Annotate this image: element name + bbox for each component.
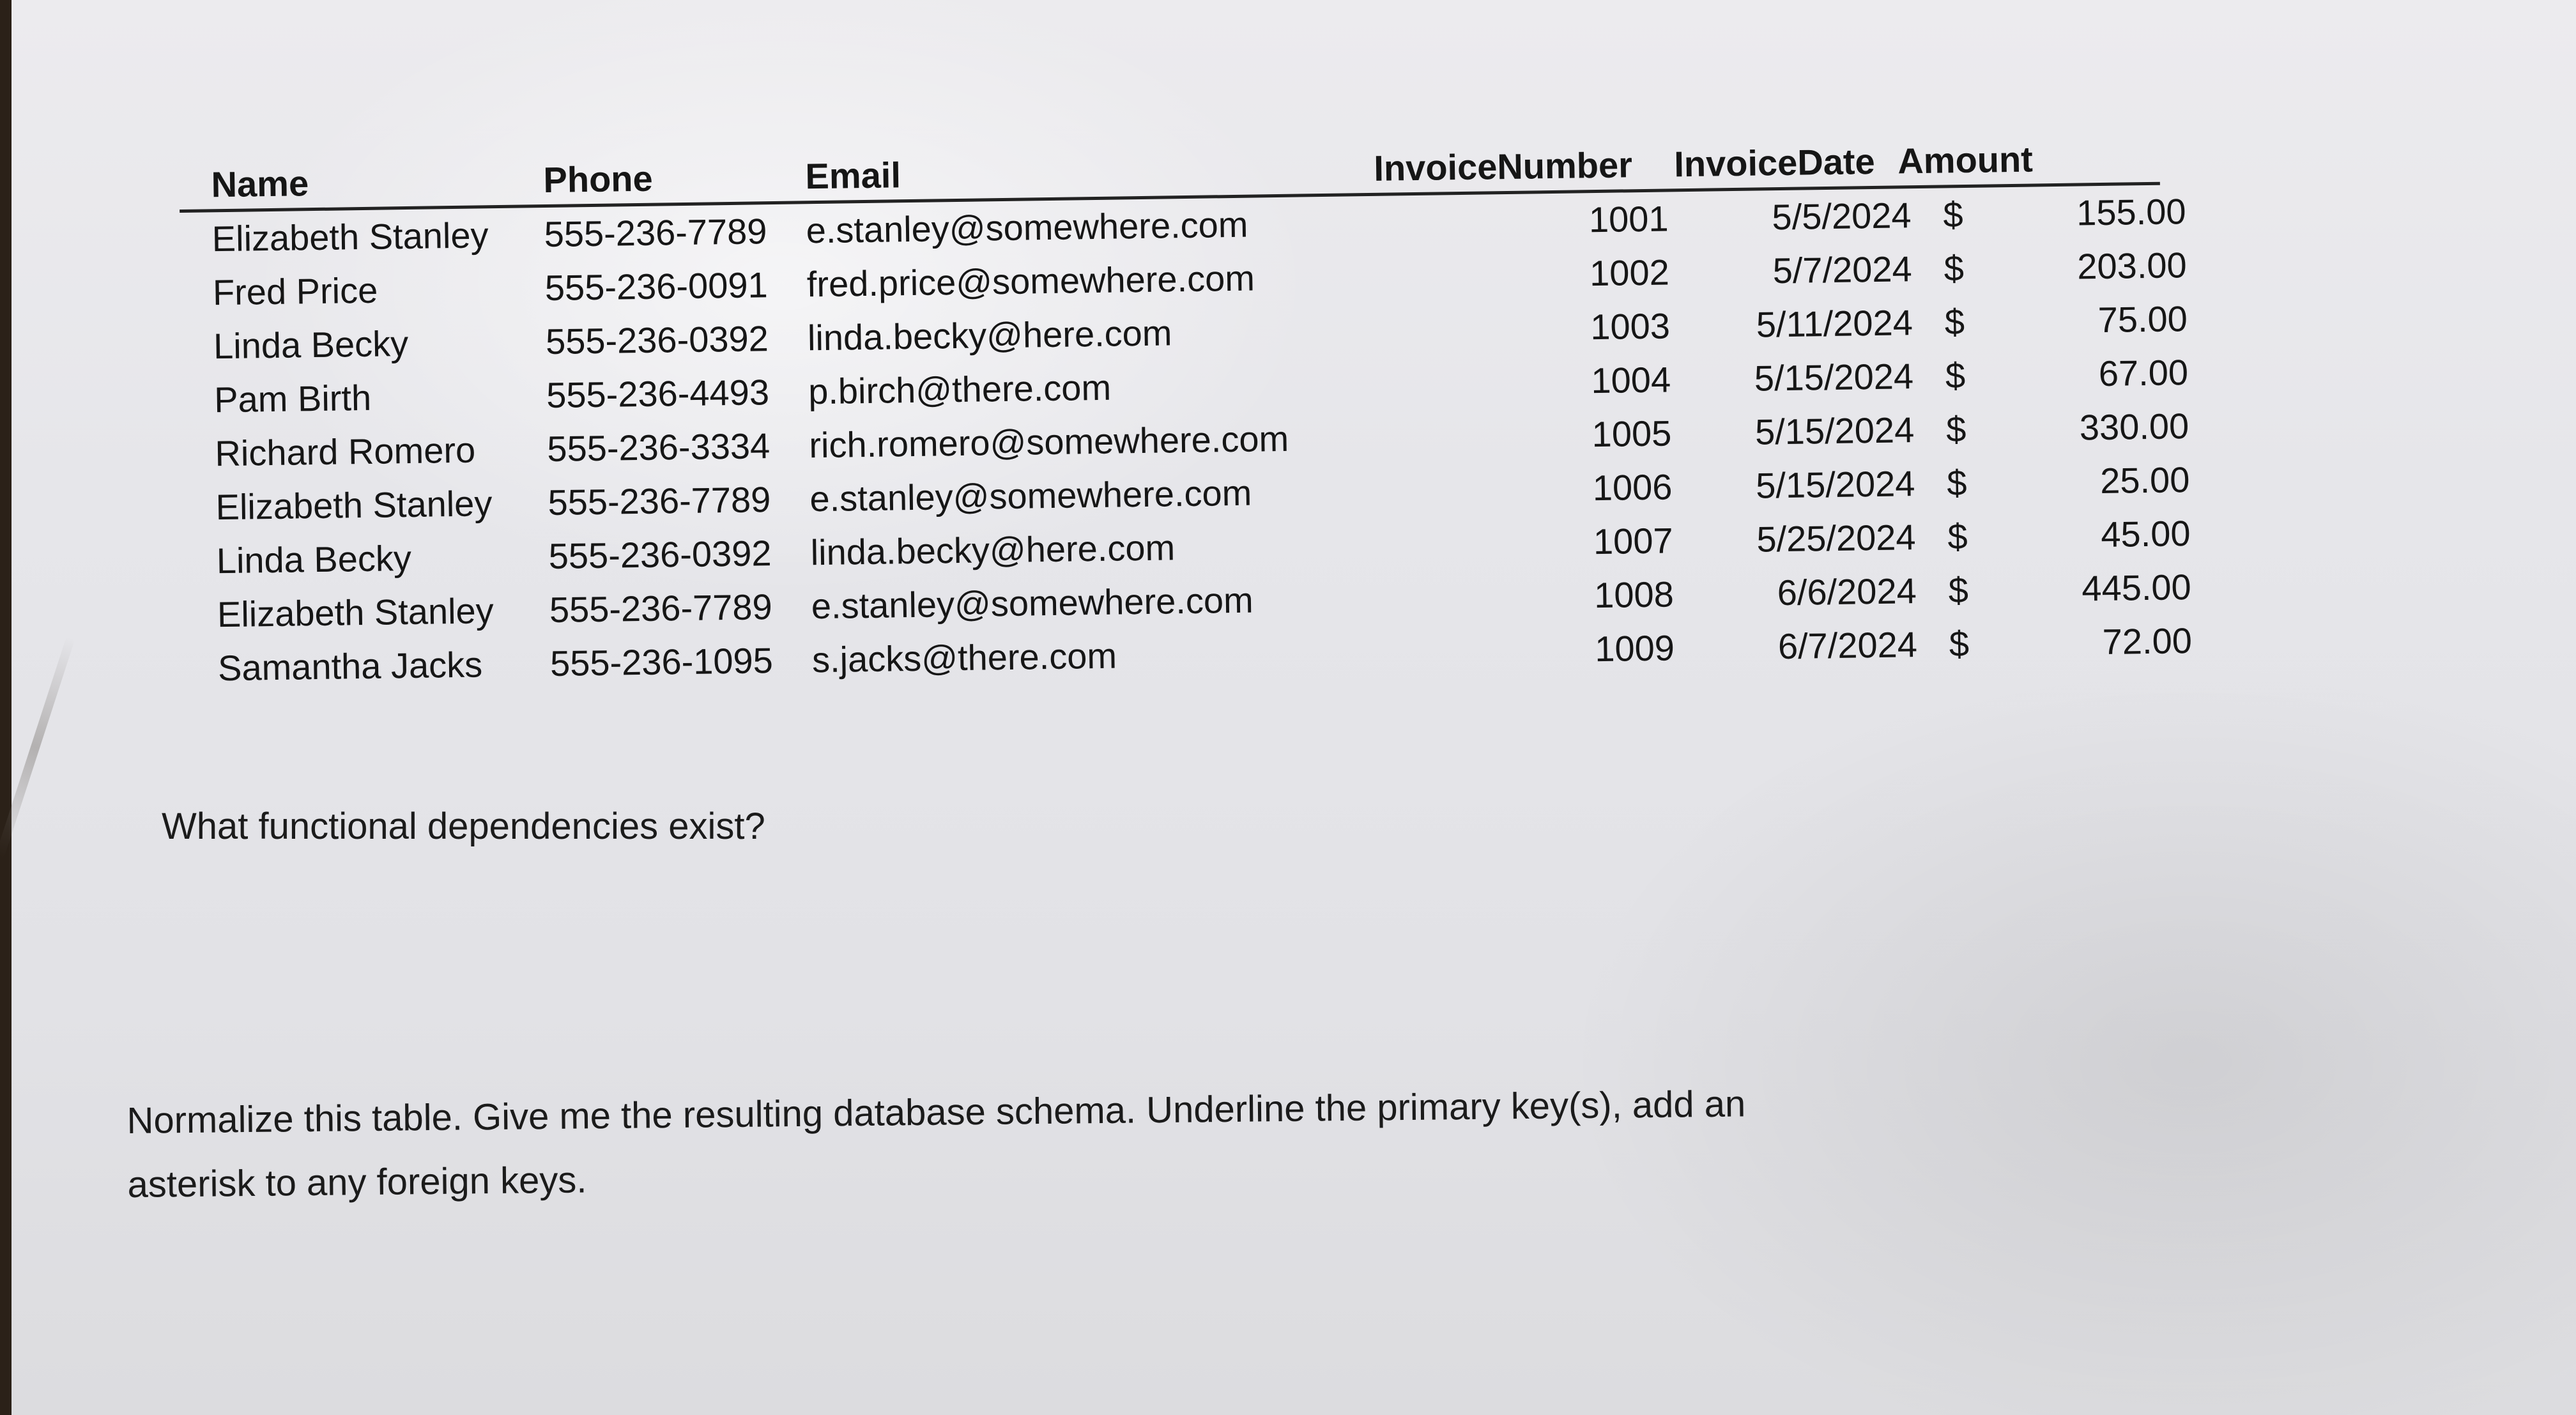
cell-name: Samantha Jacks	[217, 644, 483, 689]
cell-amount: 330.00	[2079, 406, 2189, 448]
cell-invoice-date: 5/15/2024	[1754, 409, 1915, 452]
cell-invoice-number: 1004	[1591, 359, 1671, 401]
cell-email: s.jacks@there.com	[811, 635, 1117, 680]
cell-phone: 555-236-4493	[546, 372, 770, 416]
cell-invoice-number: 1006	[1592, 466, 1673, 509]
header-email: Email	[805, 155, 901, 197]
cell-email: p.birch@there.com	[808, 367, 1112, 412]
cell-amount: 203.00	[2076, 245, 2188, 287]
cell-email: fred.price@somewhere.com	[806, 257, 1255, 305]
cell-email: linda.becky@here.com	[810, 527, 1176, 573]
cell-name: Elizabeth Stanley	[217, 590, 494, 635]
cell-email: e.stanley@somewhere.com	[806, 204, 1248, 251]
cell-amount: 72.00	[2102, 620, 2193, 662]
pencil-smudge	[0, 637, 75, 859]
cell-phone: 555-236-0392	[548, 533, 772, 576]
cell-currency: $	[1946, 462, 1967, 503]
cell-email: rich.romero@somewhere.com	[808, 418, 1289, 466]
cell-email: linda.becky@here.com	[807, 312, 1172, 358]
paper-sheet	[12, 0, 2576, 1415]
cell-amount: 75.00	[2097, 298, 2188, 340]
cell-amount: 25.00	[2099, 459, 2190, 501]
cell-invoice-date: 5/11/2024	[1756, 302, 1913, 345]
cell-invoice-date: 5/15/2024	[1754, 356, 1914, 399]
cell-amount: 445.00	[2081, 567, 2192, 609]
question-normalize-line2: asterisk to any foreign keys.	[127, 1159, 587, 1205]
header-invoice-date: InvoiceDate	[1673, 141, 1876, 185]
cell-invoice-date: 6/6/2024	[1777, 570, 1917, 613]
question-functional-dependencies: What functional dependencies exist?	[162, 806, 765, 847]
cell-currency: $	[1944, 302, 1965, 342]
cell-name: Elizabeth Stanley	[215, 483, 493, 528]
cell-name: Fred Price	[212, 270, 378, 313]
cell-invoice-date: 5/5/2024	[1772, 195, 1912, 238]
cell-invoice-number: 1007	[1593, 520, 1674, 562]
cell-name: Pam Birth	[213, 377, 372, 420]
cell-invoice-number: 1009	[1594, 627, 1675, 669]
header-amount: Amount	[1897, 139, 2034, 181]
cell-currency: $	[1947, 516, 1968, 557]
cell-currency: $	[1945, 408, 1966, 450]
cell-email: e.stanley@somewhere.com	[811, 579, 1254, 627]
cell-phone: 555-236-7789	[544, 211, 767, 255]
cell-amount: 155.00	[2076, 191, 2186, 233]
cell-invoice-number: 1003	[1590, 305, 1671, 348]
cell-invoice-date: 5/25/2024	[1756, 517, 1916, 560]
header-phone: Phone	[543, 158, 654, 201]
cell-phone: 555-236-1095	[549, 640, 774, 684]
invoice-table	[179, 131, 2193, 696]
cell-phone: 555-236-0091	[544, 264, 769, 309]
cell-invoice-date: 5/7/2024	[1772, 249, 1913, 291]
header-name: Name	[211, 163, 309, 205]
cell-name: Linda Becky	[213, 323, 409, 367]
question-normalize-line1: Normalize this table. Give me the resulting database schema. Underline the primary key(s), add an	[126, 1083, 1746, 1142]
cell-invoice-date: 5/15/2024	[1755, 463, 1915, 506]
cell-invoice-number: 1001	[1588, 198, 1669, 240]
question-normalize	[126, 1072, 1747, 1217]
cell-name: Richard Romero	[215, 429, 476, 474]
cell-phone: 555-236-3334	[546, 425, 770, 469]
header-invoice-number: InvoiceNumber	[1373, 144, 1633, 188]
cell-phone: 555-236-7789	[548, 479, 771, 523]
cell-invoice-number: 1008	[1593, 574, 1675, 616]
cell-currency: $	[1943, 248, 1965, 289]
cell-name: Linda Becky	[216, 537, 412, 581]
cell-currency: $	[1943, 194, 1964, 235]
cell-phone: 555-236-7789	[549, 586, 773, 630]
cell-amount: 45.00	[2100, 513, 2191, 555]
cell-phone: 555-236-0392	[545, 318, 769, 362]
cell-currency: $	[1945, 355, 1966, 396]
cell-currency: $	[1949, 623, 1970, 664]
cell-invoice-number: 1002	[1589, 252, 1670, 294]
cell-invoice-date: 6/7/2024	[1777, 624, 1918, 667]
cell-name: Elizabeth Stanley	[211, 215, 489, 259]
cell-currency: $	[1948, 569, 1969, 611]
cell-amount: 67.00	[2098, 352, 2189, 394]
cell-email: e.stanley@somewhere.com	[809, 472, 1252, 519]
cell-invoice-number: 1005	[1591, 413, 1672, 455]
